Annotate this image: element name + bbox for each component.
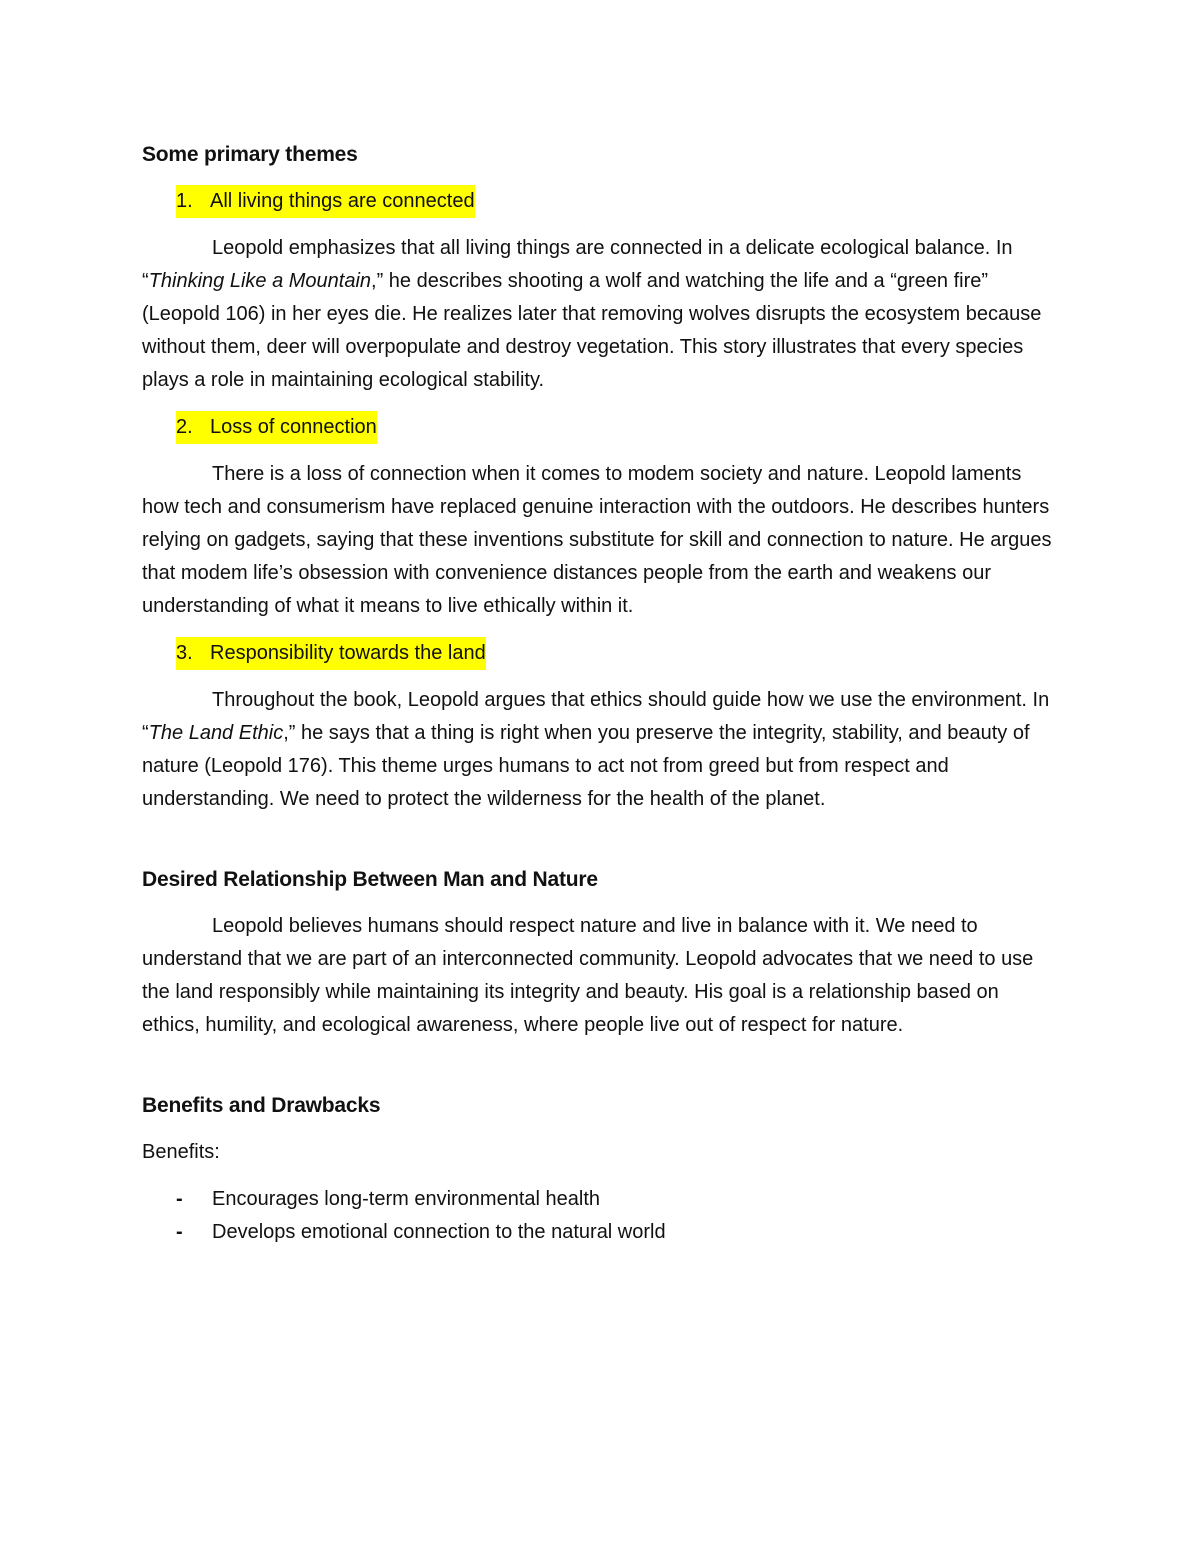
paragraph-text: Throughout the book, Leopold argues that ethics should guide how we use the environment. In “ [142,689,1050,744]
dash-bullet: - [176,1221,183,1243]
dash-bullet: - [176,1188,183,1210]
benefit-text: Encourages long-term environmental health [212,1188,600,1210]
paragraph-text: Leopold emphasizes that all living things are connected in a delicate ecological balance. In “ [142,237,1013,292]
blank-line [142,830,1062,863]
theme-title: Loss of connection [210,411,377,444]
list-item [142,1216,1062,1249]
blank-line [142,1056,1062,1089]
benefits-list [142,1183,1062,1249]
theme-title: Responsibility towards the land [210,637,486,670]
benefits-label: Benefits: [142,1141,220,1163]
item-number: 1. [176,185,210,218]
numbered-item-1 [142,185,1062,218]
paragraph-text: ,” he describes shooting a wolf and watching the life and a “green fire” (Leopold 106) in her eyes die. He realizes later that removing wolves disrupts the ecosystem because without them, deer will overpopulate and destroy vegetation. This story illustrates that every species plays a role in maintaining ecological stability. [142,270,1042,391]
benefit-text: Develops emotional connection to the natural world [212,1221,666,1243]
item-number: 3. [176,637,210,670]
document-body [142,138,1062,1249]
numbered-item-3 [142,637,1062,670]
theme-title: All living things are connected [210,185,475,218]
section-heading-desired-relationship: Desired Relationship Between Man and Nature [142,868,598,891]
book-chapter-title: Thinking Like a Mountain [148,270,372,292]
paragraph-text: There is a loss of connection when it comes to modem society and nature. Leopold laments how tech and consumerism have replaced genuine interaction with the outdoors. He describes hunters relying on gadgets, saying that these inventions substitute for skill and connection to nature. He argues that modem life’s obsession with convenience distances people from the earth and weakens our understanding of what it means to live ethically within it. [142,463,1052,617]
theme-paragraph-3 [142,684,1062,816]
section-heading-benefits-drawbacks: Benefits and Drawbacks [142,1094,381,1117]
section-heading-primary-themes: Some primary themes [142,143,358,166]
book-chapter-title: The Land Ethic [148,722,284,744]
theme-paragraph-1 [142,232,1062,397]
item-number: 2. [176,411,210,444]
list-item [142,1183,1062,1216]
theme-paragraph-2 [142,458,1062,623]
numbered-item-2 [142,411,1062,444]
paragraph-text: ,” he says that a thing is right when you preserve the integrity, stability, and beauty of nature (Leopold 176). This theme urges humans to act not from greed but from respect and understanding. We need to protect the wilderness for the health of the planet. [142,722,1030,810]
relationship-paragraph: Leopold believes humans should respect nature and live in balance with it. We need to understand that we are part of an interconnected community. Leopold advocates that we need to use the land responsibly while maintaining its integrity and beauty. His goal is a relationship based on ethics, humility, and ecological awareness, where people live out of respect for nature. [142,915,1034,1036]
